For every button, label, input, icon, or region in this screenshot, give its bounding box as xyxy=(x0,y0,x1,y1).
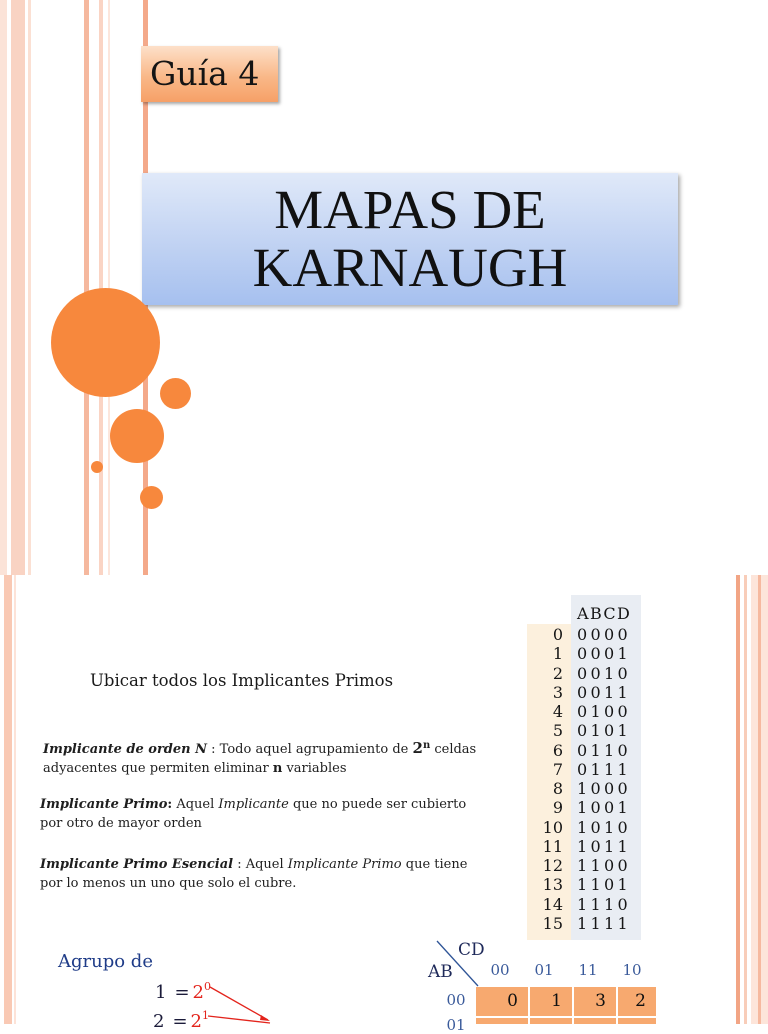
truth-table-row xyxy=(527,721,641,740)
equals-sign: = xyxy=(174,982,190,1003)
kmap-row-variables: AB xyxy=(428,962,453,982)
truth-table-row xyxy=(527,664,641,683)
arrow-line xyxy=(210,987,268,1020)
decorative-stripe xyxy=(84,0,89,575)
definition-term: Implicante Primo Esencial xyxy=(40,857,234,872)
power-base: 2 xyxy=(412,739,423,757)
row-bits: 0111 xyxy=(577,759,631,779)
arrow-head xyxy=(260,1015,270,1021)
row-bits: 0101 xyxy=(577,721,631,741)
definition-text: adyacentes que permiten eliminar xyxy=(43,761,273,776)
row-bits: 1011 xyxy=(577,836,631,856)
truth-table-row xyxy=(527,798,641,817)
truth-table-row xyxy=(527,837,641,856)
row-index: 13 xyxy=(542,875,563,895)
truth-table-row xyxy=(527,914,641,933)
definition-text: : Todo aquel agrupamiento de xyxy=(207,742,413,757)
definition-text: que tiene xyxy=(401,857,468,872)
power-of-two-line xyxy=(155,982,211,1004)
group-count: 2 xyxy=(153,1011,165,1032)
definition-line xyxy=(43,759,476,778)
truth-table-row xyxy=(527,644,641,663)
row-bits: 0110 xyxy=(577,740,631,760)
decorative-circle xyxy=(51,288,160,397)
definition-bold-n: n xyxy=(272,761,283,776)
row-bits: 1001 xyxy=(577,798,631,818)
row-bits: 1000 xyxy=(577,779,631,799)
row-index: 0 xyxy=(552,625,563,644)
slide-title-line: MAPAS DE xyxy=(274,179,546,240)
kmap-cell: 3 xyxy=(572,987,616,1016)
definition-implicante-orden-n xyxy=(43,739,476,778)
truth-table xyxy=(527,625,641,933)
kmap-cell xyxy=(528,1018,572,1024)
definition-term: Implicante de orden N xyxy=(43,742,208,757)
definition-text: Aquel xyxy=(172,797,219,812)
kmap-row-header: 01 xyxy=(446,1016,466,1034)
decorative-circle xyxy=(91,461,103,473)
decorative-stripe xyxy=(744,575,747,1024)
row-bits: 0100 xyxy=(577,702,631,722)
decorative-stripe xyxy=(758,575,761,1024)
kmap-row xyxy=(476,987,656,1016)
decorative-circle xyxy=(160,378,191,409)
row-index: 6 xyxy=(552,740,563,760)
definition-text: variables xyxy=(282,761,347,776)
row-index: 14 xyxy=(542,894,563,914)
row-index: 7 xyxy=(552,759,563,779)
definition-line: por lo menos un uno que solo el cubre. xyxy=(40,876,297,891)
row-bits: 0011 xyxy=(577,682,631,702)
definition-implicante-primo xyxy=(40,795,466,833)
decorative-stripe xyxy=(28,0,31,575)
kmap-cell xyxy=(476,1018,528,1024)
row-bits: 0001 xyxy=(577,644,631,664)
row-bits: 1111 xyxy=(577,913,631,933)
power-base: 2 xyxy=(190,1011,202,1032)
kmap-cell xyxy=(572,1018,616,1024)
power-exponent: 0 xyxy=(204,980,211,993)
definition-line xyxy=(40,855,467,874)
content-slide xyxy=(0,575,768,1034)
kmap-row-header: 00 xyxy=(446,991,466,1009)
truth-table-row xyxy=(527,856,641,875)
definition-text: : Aquel xyxy=(233,857,288,872)
kmap-column-header: 00 xyxy=(490,961,510,979)
red-arrows xyxy=(204,982,276,1024)
row-bits: 1110 xyxy=(577,894,631,914)
power-of-two-line xyxy=(153,1009,209,1032)
group-size-label: Agrupo de xyxy=(58,951,153,972)
kmap-column-variables: CD xyxy=(458,940,485,960)
truth-table-row xyxy=(527,683,641,702)
row-index: 11 xyxy=(542,836,563,856)
truth-table-row xyxy=(527,625,641,644)
row-index: 3 xyxy=(552,682,563,702)
truth-table-row xyxy=(527,895,641,914)
power-base: 2 xyxy=(192,982,204,1003)
row-bits: 1101 xyxy=(577,875,631,895)
slide-title-line: KARNAUGH xyxy=(252,237,568,298)
row-index: 5 xyxy=(552,721,563,741)
slide-title xyxy=(142,173,678,305)
decorative-circle xyxy=(110,409,164,463)
definition-term: Implicante Primo xyxy=(40,797,168,812)
row-index: 4 xyxy=(552,702,563,722)
row-index: 9 xyxy=(552,798,563,818)
kmap-column-header: 01 xyxy=(534,961,554,979)
definition-line xyxy=(43,739,476,759)
group-count: 1 xyxy=(155,982,167,1003)
kmap-column-header: 11 xyxy=(578,961,598,979)
decorative-circle xyxy=(140,486,163,509)
row-index: 1 xyxy=(552,644,563,664)
decorative-stripe xyxy=(14,575,16,1024)
power-exponent: 1 xyxy=(202,1009,209,1022)
definition-line xyxy=(40,795,466,814)
section-heading: Ubicar todos los Implicantes Primos xyxy=(90,671,394,690)
kmap-cell: 2 xyxy=(616,987,656,1016)
kmap-cell: 1 xyxy=(528,987,572,1016)
kmap-column-headers xyxy=(478,960,654,980)
definition-colon: : xyxy=(167,797,173,812)
truth-table-row xyxy=(527,779,641,798)
row-index: 12 xyxy=(542,856,563,876)
definition-italic: Implicante xyxy=(218,797,289,812)
truth-table-row xyxy=(527,818,641,837)
decorative-stripe xyxy=(0,0,7,575)
kmap-cell xyxy=(616,1018,656,1024)
power-exponent: n xyxy=(422,740,431,751)
row-bits: 1100 xyxy=(577,856,631,876)
equals-sign: = xyxy=(172,1011,188,1032)
truth-table-header: ABCD xyxy=(577,604,632,623)
definition-text: que no puede ser cubierto xyxy=(288,797,467,812)
truth-table-row xyxy=(527,760,641,779)
kmap-row xyxy=(476,1018,656,1024)
row-bits: 1010 xyxy=(577,817,631,837)
truth-table-row xyxy=(527,741,641,760)
guide-badge: Guía 4 xyxy=(141,46,278,102)
row-index: 10 xyxy=(542,817,563,837)
definition-line: por otro de mayor orden xyxy=(40,816,202,831)
definition-italic: Implicante Primo xyxy=(287,857,402,872)
definition-text: celdas xyxy=(430,742,477,757)
row-index: 8 xyxy=(552,779,563,799)
row-bits: 0000 xyxy=(577,625,631,644)
decorative-stripe xyxy=(11,0,25,575)
decorative-stripe xyxy=(4,575,12,1024)
truth-table-row xyxy=(527,702,641,721)
row-index: 15 xyxy=(542,913,563,933)
decorative-stripe xyxy=(736,575,740,1024)
truth-table-row xyxy=(527,875,641,894)
row-index: 2 xyxy=(552,663,563,683)
definition-implicante-primo-esencial xyxy=(40,855,467,893)
kmap-column-header: 10 xyxy=(622,961,642,979)
row-bits: 0010 xyxy=(577,663,631,683)
kmap-cell: 0 xyxy=(476,987,528,1016)
